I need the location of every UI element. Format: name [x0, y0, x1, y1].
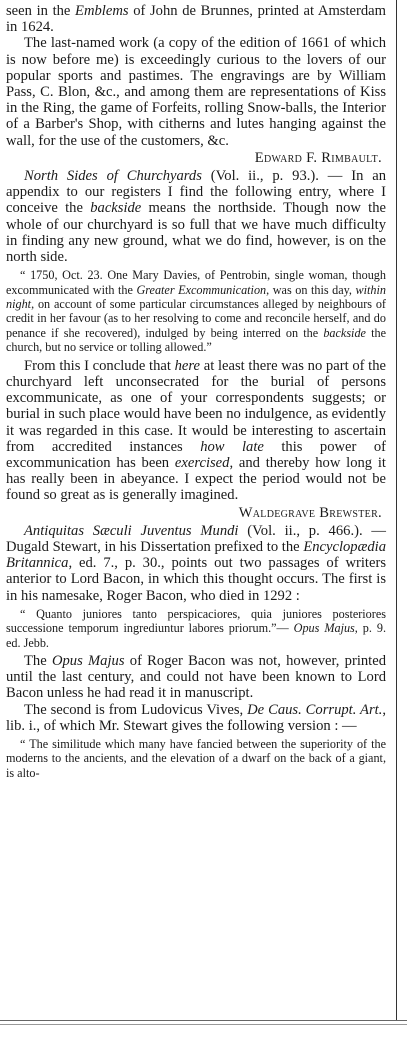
- text-run: , on account of some particular circumstances alleged by neighbours of credit in her favour (as to her resolving to come and reconcile herself, and do penance if she recovered), indulged by being interred on the: [6, 297, 386, 340]
- italic-run: Opus Majus: [51, 652, 125, 669]
- note-title: North Sides of Churchyards: [24, 168, 202, 185]
- signature: Waldegrave Brewster.: [238, 504, 382, 521]
- block-quote: “ The similitude which many have fancied between the superiority of the moderns to the ancients, and the elevation of a dwarf on the back of a giant, is alto-: [6, 736, 386, 780]
- text-run: , lib. i., of which Mr. Stewart gives the following version : —: [6, 701, 386, 734]
- italic-run: Greater Excommunication: [136, 282, 267, 297]
- text-run: of Roger Bacon was not, however, printed until the last century, and could not have been known to Lord Bacon unless he had read it in manuscript.: [6, 652, 387, 702]
- italic-run: Encyclopædia Britannica: [6, 538, 386, 572]
- paragraph: The last-named work (a copy of the edition of 1661 of which is now before me) is exceedingly curious to the lovers of our popular sports and pastimes. The engravings are by William Pass, C. Blon, &c., and among them are representations of Kiss in the Ring, the game of Forfeits, rolling Snow-balls, the Interior of a Barber's Shop, with citherns and lutes hanging against the wall, for the use of the customers, &c.: [6, 35, 386, 149]
- text-run: The second is from Ludovicus Vives,: [24, 701, 248, 718]
- text-run: “ Quanto juniores tanto perspicaciores, quia juniores posteriores successione temporum ingrediuntur labores priorum.”—: [6, 606, 386, 636]
- signature: Edward F. Rimbault.: [254, 149, 382, 166]
- italic-run: De Caus. Corrupt. Art.: [247, 701, 383, 718]
- text-run: The: [24, 652, 52, 669]
- text-run: , p. 9. ed. Jebb.: [6, 621, 386, 650]
- text-run: this power of excommunication has been: [6, 438, 386, 471]
- italic-run: here: [174, 357, 201, 374]
- block-quote: [6, 268, 386, 354]
- text-column: [6, 3, 386, 783]
- paragraph: [6, 702, 386, 734]
- italic-run: backside: [90, 200, 142, 217]
- text-run: “ 1750, Oct. 23. One Mary Davies, of Pentrobin, single woman, though excommunicated with the: [6, 268, 386, 297]
- text-run: , was on this day,: [266, 282, 356, 297]
- note-paragraph: [6, 168, 386, 265]
- italic-run: Emblems: [75, 3, 129, 19]
- text-run: of John de Brunnes, printed at Amsterdam in 1624.: [6, 3, 386, 36]
- italic-run: backside: [323, 325, 366, 340]
- text-run: From this I conclude that: [24, 357, 175, 374]
- italic-run: how late: [200, 438, 264, 455]
- note-title: Antiquitas Sæculi Juventus Mundi: [24, 522, 239, 539]
- text-run: seen in the: [6, 3, 76, 19]
- text-run: In an appendix to our registers I find the following entry, where I conceive the: [6, 168, 387, 217]
- italic-run: exercised: [174, 454, 230, 471]
- text-run: means the northside. Though now the whole of our churchyard is so full that we have much difficulty in finding any new ground, what we do find, however, is on the north side.: [6, 200, 387, 266]
- block-quote: [6, 607, 386, 650]
- paragraph: [6, 653, 386, 702]
- text-run: at least there was no part of the churchyard left unconsecrated for the burial of persons excommunicate, as one of your correspondents suggests; or burial in such place would have been no indulgence, as evidently it was regarded in this case. It would be interesting to ascertain from accredited instances: [6, 357, 387, 455]
- note-reference: (Vol. ii., p. 466.).: [238, 522, 363, 539]
- page-bottom-rule: [0, 1020, 407, 1021]
- text-run: the church, but no service or tolling allowed.”: [6, 325, 387, 355]
- text-run: — Dugald Stewart, in his Dissertation prefixed to the: [6, 522, 387, 555]
- page-bottom-rule: [0, 1024, 407, 1025]
- paragraph-continuation: [6, 3, 386, 35]
- note-reference: (Vol. ii., p. 93.). —: [201, 168, 343, 185]
- italic-run: within night: [6, 282, 386, 312]
- column-rule: [396, 0, 397, 1020]
- italic-run: Opus Majus: [293, 621, 355, 636]
- text-run: , ed. 7., p. 30., points out two passages of writers anterior to Lord Bacon, in which this thought occurs. The first is in his namesake, Roger Bacon, who died in 1292 :: [6, 555, 386, 604]
- paragraph: [6, 358, 386, 504]
- text-run: , and thereby how long it has really been in abeyance. I expect the period would not be found so great as is generally imagined.: [6, 454, 386, 504]
- note-paragraph: [6, 523, 386, 604]
